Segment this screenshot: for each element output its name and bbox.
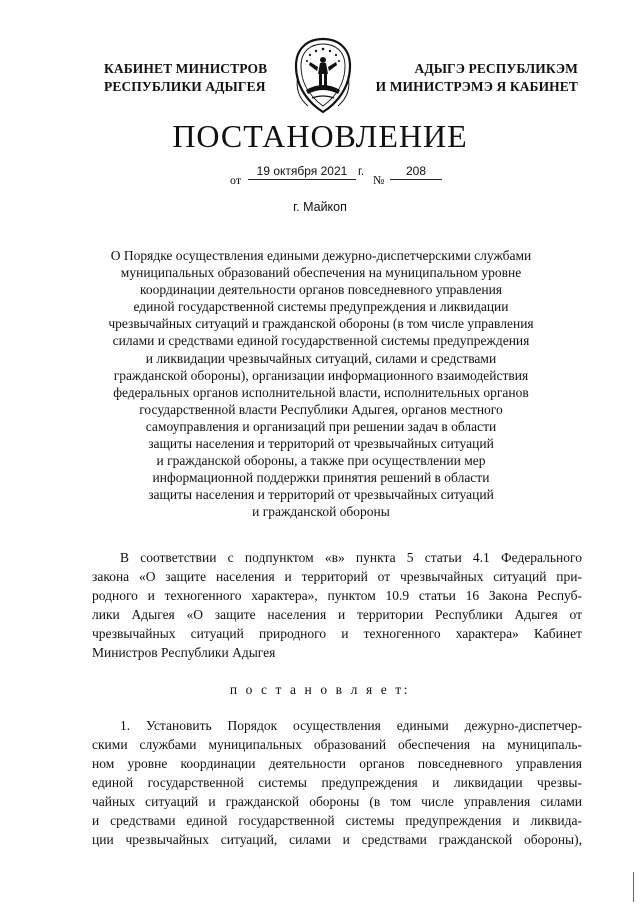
document-number: 208: [390, 164, 442, 180]
issuer-line-1: АДЫГЭ РЕСПУБЛИКЭМ: [414, 61, 578, 76]
heading-line: координации деятельности органов повседневного управления: [139, 282, 502, 298]
heading-line: муниципальных образований обеспечения на муниципальном уровне: [120, 265, 522, 281]
paragraph-line: ном уровне координации деятельности органов повседневного управления: [92, 756, 582, 771]
paragraph-line: и средствами единой государственной системы предупреждения и ликвида-: [92, 813, 582, 828]
paragraph-line: 1. Установить Порядок осуществления едиными дежурно-диспетчер-: [120, 718, 582, 733]
heading-line: гражданской обороны), организации информационного взаимодействия: [113, 367, 529, 383]
heading-line: информационной поддержки принятия решений в области: [152, 470, 490, 486]
date-from-label: от: [230, 173, 242, 187]
preamble-paragraph: [92, 548, 582, 662]
issuer-line-1: КАБИНЕТ МИНИСТРОВ: [104, 61, 268, 76]
heading-line: государственной власти Республики Адыгея, органов местного: [139, 401, 503, 417]
document-date: 19 октября 2021: [248, 164, 356, 180]
heading-line: федеральных органов исполнительной власти, исполнительных органов: [113, 384, 529, 400]
paragraph-line: чайных ситуаций и гражданской обороны (в том числе управления силами: [92, 794, 582, 809]
heading-line: силами и средствами единой государственной системы предупреждения: [112, 333, 530, 349]
heading-line: О Порядке осуществления едиными дежурно-диспетчерскими службами: [110, 248, 532, 263]
item-1-paragraph: [92, 716, 582, 849]
resolves-word: п о с т а н о в л я е т:: [229, 682, 411, 697]
heading-line: единой государственной системы предупреждения и ликвидации: [133, 299, 509, 315]
date-number-line: [230, 164, 450, 188]
heading-line: и гражданской обороны: [252, 504, 390, 520]
document-title: ПОСТАНОВЛЕНИЕ: [172, 118, 468, 154]
heading-line: и гражданской обороны, а также при осуществлении мер: [156, 453, 486, 469]
issuer-line-2: РЕСПУБЛИКИ АДЫГЕЯ: [104, 79, 266, 94]
heading-line: защиты населения и территорий от чрезвычайных ситуаций: [148, 487, 494, 503]
heading-line: защиты населения и территорий от чрезвычайных ситуаций: [148, 436, 494, 452]
paragraph-line: чрезвычайных ситуаций природного и техногенного характера» Кабинет: [92, 626, 582, 641]
paragraph-line: лики Адыгея «О защите населения и территории Республики Адыгея от: [92, 607, 582, 622]
heading-line: и ликвидации чрезвычайных ситуаций, силами и средствами: [145, 350, 497, 366]
paragraph-line: скими службами муниципальных образований обеспечения на муниципаль-: [92, 737, 582, 752]
republic-of-adygea-coat-of-arms-icon: [290, 36, 356, 116]
paragraph-line: Министров Республики Адыгея: [92, 645, 276, 660]
heading-line: чрезвычайных ситуаций и гражданской обороны (в том числе управления: [108, 316, 534, 332]
number-label: №: [373, 173, 385, 187]
paragraph-line: родного и техногенного характера», пунктом 10.9 статьи 16 Закона Респуб-: [92, 588, 582, 603]
heading-line: самоуправления и организаций при решении задач в области: [145, 418, 497, 434]
year-suffix: г.: [358, 164, 365, 178]
paragraph-line: закона «О защите населения и территорий от чрезвычайных ситуаций при-: [92, 569, 582, 584]
paragraph-line: ции чрезвычайных ситуаций, силами и средствами гражданской обороны),: [92, 832, 582, 847]
paragraph-line: В соответствии с подпунктом «в» пункта 5 статьи 4.1 Федерального: [120, 550, 582, 565]
document-subject-heading: [86, 247, 556, 521]
issuer-name-russian: [104, 60, 274, 96]
issuer-name-adyghe: [368, 60, 578, 96]
issuer-line-2: И МИНИСТРЭМЭ Я КАБИНЕТ: [375, 79, 578, 94]
place-of-issue: г. Майкоп: [293, 200, 347, 214]
scan-edge-mark: [633, 872, 634, 902]
paragraph-line: единой государственной системы предупреждения и ликвидации чрезвы-: [92, 775, 582, 790]
